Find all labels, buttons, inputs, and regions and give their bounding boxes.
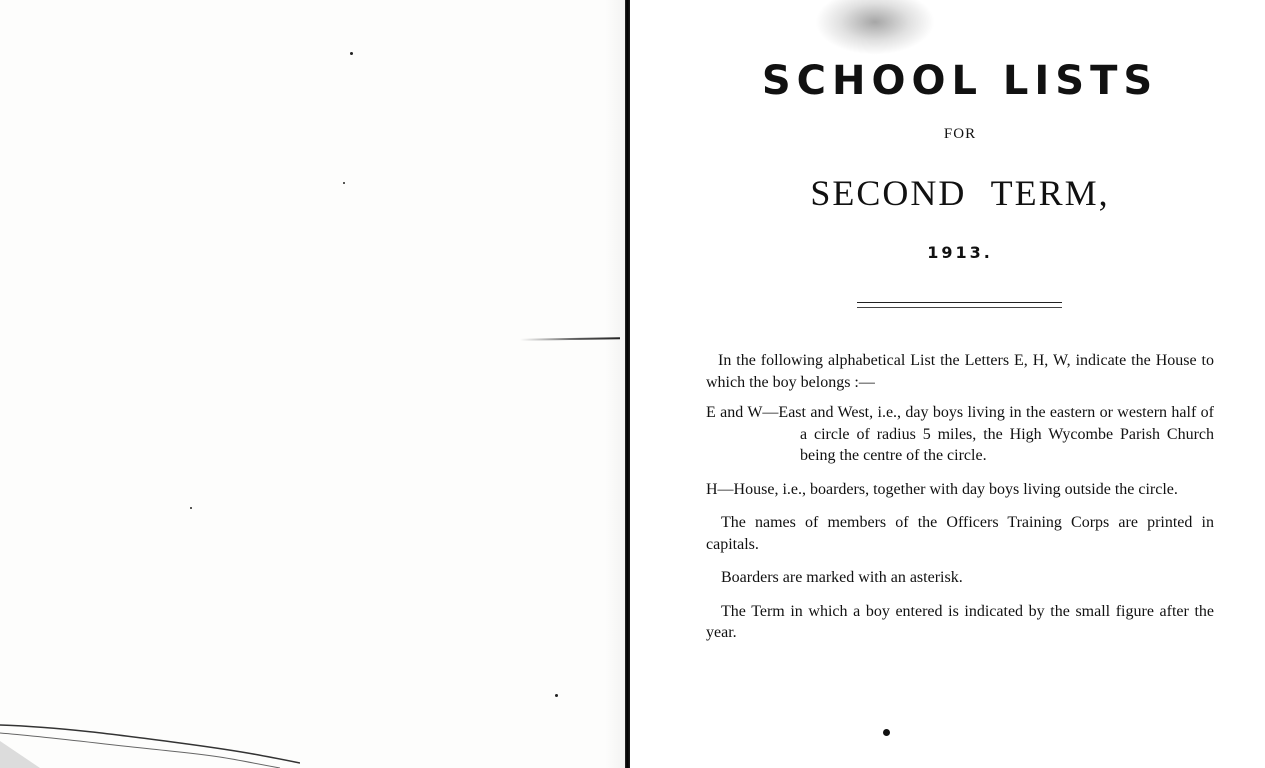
ink-smudge [815,0,935,55]
speck [190,507,192,509]
note-boarders: Boarders are marked with an asterisk. [721,569,963,586]
speck [555,694,558,697]
title-for: FOR [943,126,977,142]
book-gutter [625,0,630,768]
left-page-blank [0,0,625,768]
document-title: SCHOOL LISTS [761,58,1159,104]
note-otc: The names of members of the Officers Training Corps are printed in capitals. [706,514,1214,553]
notes-body [706,350,1214,656]
speck [350,52,353,55]
intro-paragraph: In the following alphabetical List the Letters E, H, W, indicate the House to which the boy belongs :— [706,352,1214,391]
page-curl-edge [0,705,300,768]
term-heading: SECOND TERM, [810,173,1110,213]
ornament-dot [883,729,890,736]
divider-rule [857,307,1062,308]
definition-east-west: E and W—East and West, i.e., day boys living in the eastern or western half of a circle of radius 5 miles, the High Wycombe Parish Church being the centre of the circle. [706,404,1214,464]
divider-rule [857,302,1062,303]
year-heading: 1913. [927,243,993,262]
note-term-entered: The Term in which a boy entered is indicated by the small figure after the year. [706,602,1214,641]
gutter-shadow [605,0,625,768]
definition-house: H—House, i.e., boarders, together with day boys living outside the circle. [706,480,1178,498]
speck [343,182,345,184]
